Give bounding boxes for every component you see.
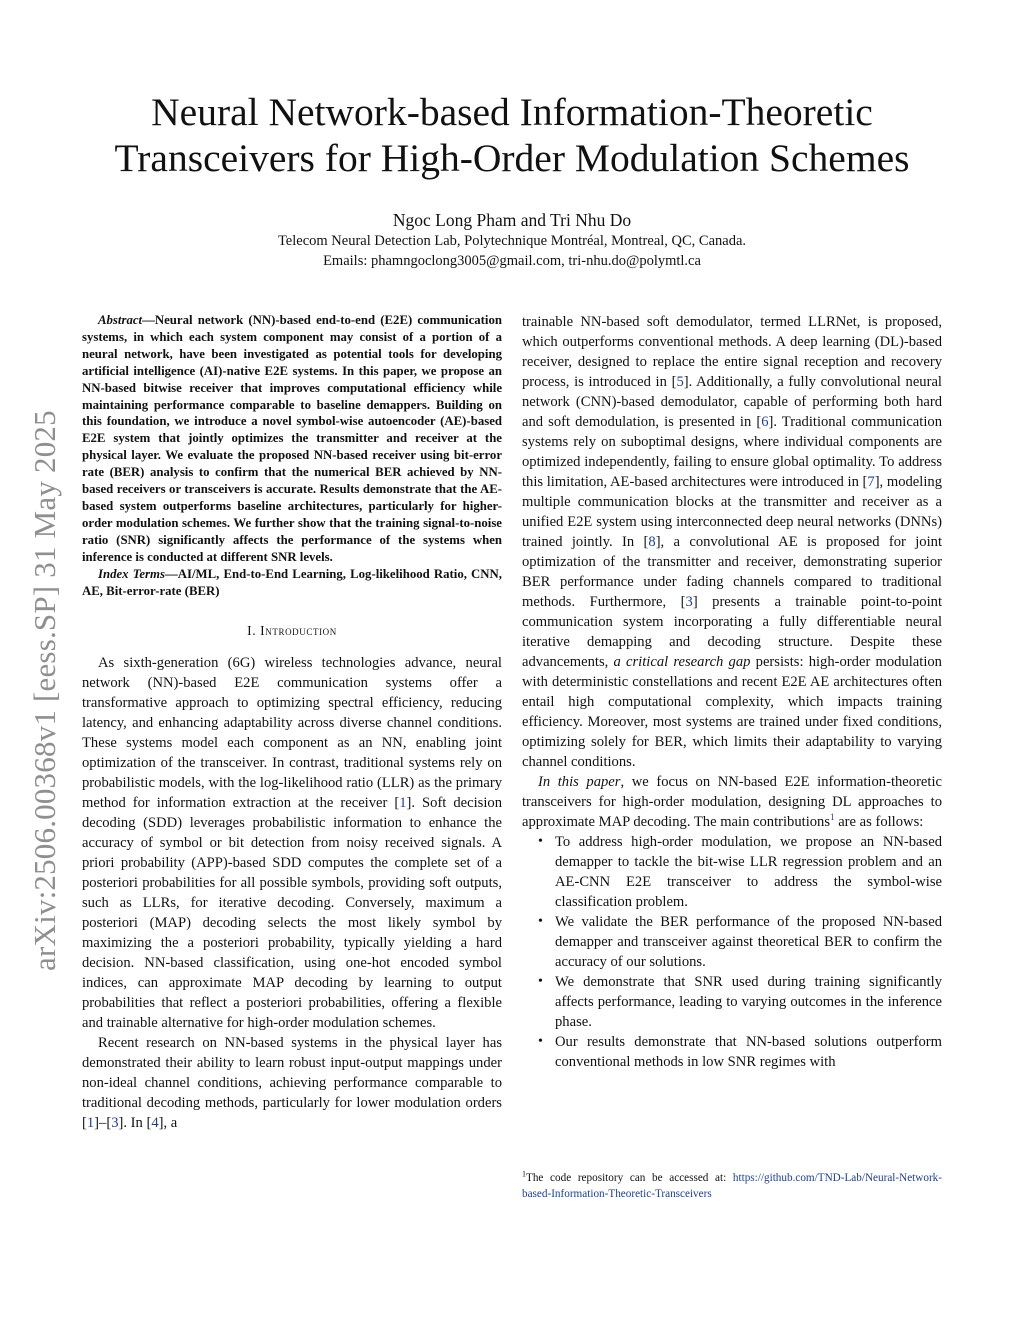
text-run: ], a — [158, 1115, 178, 1132]
authors: Ngoc Long Pham and Tri Nhu Do — [392, 210, 632, 230]
contributions-list — [522, 832, 942, 1072]
list-item — [522, 1032, 942, 1072]
title-line-1: Neural Network-based Information-Theoretic — [151, 90, 873, 134]
text-run: ]. Soft decision decoding (SDD) leverages probabilistic information to enhance the accuracy of symbol or bit detection from noisy received signals. A priori probability (APP)-based SDD computes the complete set of a posteriori probabilities for all possible symbols, providing soft outputs, such as LLRs, for iterative decoding. Conversely, maximum a posteriori (MAP) decoding selects the most likely symbol by maximizing the a posteriori probability, typically yielding a hard decision. NN-based classification, using one-hot encoded symbol indices, can approximate MAP decoding by learning to output probabilities that reflect a posteriori probabilities, offering a flexible and trainable alternative for high-order modulation schemes. — [82, 795, 502, 1032]
bullet-icon: • — [538, 974, 543, 989]
citation-link[interactable]: 3 — [685, 594, 693, 610]
text-run: ] presents a trainable point-to-point communication system incorporating a fully differentiable neural iterative demapping and decoding structure. Despite these advancements, — [522, 594, 942, 670]
footnote — [522, 1170, 942, 1202]
abstract-dash: — — [142, 313, 155, 327]
list-item-text: We demonstrate that SNR used during training significantly affects performance, leading to varying outcomes in the inference phase. — [555, 974, 942, 1030]
index-terms-text: AI/ML, End-to-End Learning, Log-likelihood Ratio, CNN, AE, Bit-error-rate (BER) — [82, 566, 502, 598]
emphasis-text: In this paper — [538, 774, 621, 790]
abstract-text: Neural network (NN)-based end-to-end (E2E) communication systems, in which each system component may consist of a portion of a neural network, have been investigated as potential tools for developing artificial intelligence (AI)-native E2E systems. In this paper, we propose an NN-based bitwise receiver that improves computational efficiency while maintaining performance comparable to baseline demappers. Building on this foundation, we introduce a novel symbol-wise autoencoder (AE)-based E2E system that jointly optimizes the transmitter and receiver at the physical layer. We evaluate the proposed NN-based receiver using bit-error rate (BER) analysis to confirm that the numerical BER achieved by NN-based receivers or transceivers is accurate. Results demonstrate that the AE-based system outperforms baseline architectures, particularly for higher-order modulation schemes. We further show that the training signal-to-noise ratio (SNR) significantly affects the performance of the systems when inference is conducted at different SNR levels. — [82, 313, 502, 564]
affiliation: Telecom Neural Detection Lab, Polytechnique Montréal, Montreal, QC, Canada. — [277, 233, 747, 249]
index-terms-label: Index Terms — [98, 566, 165, 581]
right-column — [522, 312, 942, 1072]
section-heading-introduction: I. Introduction — [247, 623, 337, 639]
intro-paragraph-2 — [82, 1033, 502, 1133]
text-run: persists: high-order modulation with deterministic constellations and recent E2E AE architectures often entail high computational complexity, which impacts training efficiency. Moreover, most systems are trained under fixed conditions, optimizing solely for BER, which limits their adaptability to varying channel conditions. — [522, 654, 942, 770]
list-item-text: We validate the BER performance of the proposed NN-based demapper and transceiver against theoretical BER to confirm the accuracy of our solutions. — [555, 914, 942, 970]
text-run: ]. Traditional communication systems rely on suboptimal designs, where individual components are optimized independently, failing to ensure global optimality. To address this limitation, AE-based architectures were introduced in [ — [522, 414, 942, 490]
index-terms — [82, 566, 502, 600]
list-item — [522, 972, 942, 1032]
text-run: , we focus on NN-based E2E information-theoretic transceivers for high-order modulation, designing DL approaches to approximate MAP decoding. The main contributions — [522, 774, 942, 830]
bullet-icon: • — [538, 914, 543, 929]
text-run: are as follows: — [834, 814, 924, 830]
text-run: ]. In [ — [118, 1115, 152, 1132]
paper-title — [80, 89, 944, 181]
index-terms-dash: — — [164, 566, 178, 581]
citation-link[interactable]: 4 — [151, 1115, 159, 1132]
title-line-2: Transceivers for High-Order Modulation Schemes — [114, 136, 910, 180]
list-item-text: Our results demonstrate that NN-based solutions outperform conventional methods in low SNR regimes with — [555, 1034, 942, 1070]
abstract-label: Abstract — [98, 313, 143, 327]
text-run: ], a convolutional AE is proposed for joint optimization of the transmitter and receiver, demonstrating superior BER performance under fading channels compared to traditional methods. Furthermore, [ — [522, 534, 942, 610]
citation-link[interactable]: 5 — [676, 374, 684, 390]
intro-paragraph-1 — [82, 653, 502, 1033]
text-run: Recent research on NN-based systems in the physical layer has demonstrated their ability to learn robust input-output mappings under non-ideal channel conditions, achieving performance comparable to traditional decoding methods, particularly for lower modulation orders [ — [82, 1035, 502, 1132]
intro-paragraph-3 — [522, 772, 942, 832]
bullet-icon: • — [538, 1034, 543, 1049]
text-run: ], modeling multiple communication blocks at the transmitter and receiver as a unified E2E system using interconnected deep neural networks (DNNs) trained jointly. In [ — [522, 474, 942, 550]
text-run: ]. Additionally, a fully convolutional neural network (CNN)-based demodulator, capable of performing both hard and soft demodulation, is presented in [ — [522, 374, 942, 430]
footnote-number: 1 — [522, 1169, 526, 1179]
emphasis-text: a critical research gap — [613, 654, 751, 670]
footnote-marker[interactable]: 1 — [830, 812, 835, 823]
abstract — [82, 312, 502, 566]
citation-link[interactable]: 1 — [86, 1115, 95, 1132]
bullet-icon: • — [538, 834, 543, 849]
citation-link[interactable]: 7 — [867, 474, 875, 490]
text-run: As sixth-generation (6G) wireless technologies advance, neural network (NN)-based E2E communication systems offer a transformative approach to optimizing spectral efficiency, reducing latency, and enhancing adaptability across diverse channel conditions. These systems model each component as an NN, enabling joint optimization of the transceiver. In contrast, traditional systems rely on probabilistic models, with the log-likelihood ratio (LLR) as the primary method for information extraction at the receiver [ — [82, 655, 502, 812]
text-run: trainable NN-based soft demodulator, termed LLRNet, is proposed, which outperforms conventional methods. A deep learning (DL)-based receiver, designed to replace the entire signal reception and recovery process, is introduced in [ — [522, 314, 942, 390]
arxiv-identifier-stamp: arXiv:2506.00368v1 [eess.SP] 31 May 2025 — [27, 410, 62, 971]
repository-link[interactable]: https://github.com/TND-Lab/Neural-Network-based-Information-Theoretic-Transceivers — [522, 1172, 942, 1200]
list-item-text: To address high-order modulation, we propose an NN-based demapper to tackle the bit-wise LLR regression problem and an AE-CNN E2E transceiver to address the symbol-wise classification problem. — [555, 834, 942, 910]
text-run: ]–[ — [94, 1115, 112, 1132]
emails: Emails: phamngoclong3005@gmail.com, tri-nhu.do@polymtl.ca — [323, 253, 701, 269]
citation-link[interactable]: 3 — [111, 1115, 119, 1132]
left-column — [82, 312, 502, 1133]
intro-paragraph-2-continued — [522, 312, 942, 772]
citation-link[interactable]: 8 — [648, 534, 656, 550]
citation-link[interactable]: 6 — [761, 414, 769, 430]
citation-link[interactable]: 1 — [399, 795, 407, 812]
list-item — [522, 832, 942, 912]
list-item — [522, 912, 942, 972]
footnote-text: The code repository can be accessed at: — [526, 1172, 733, 1184]
